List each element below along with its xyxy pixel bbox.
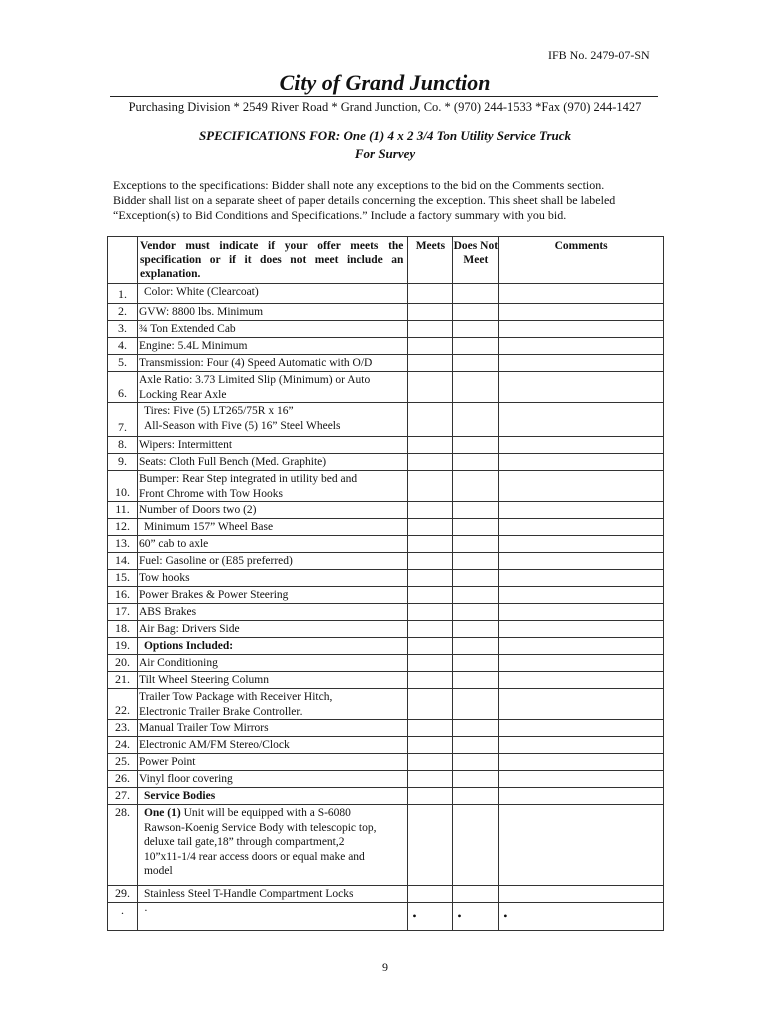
comments-cell[interactable] (499, 355, 664, 372)
comments-cell[interactable] (499, 454, 664, 471)
comments-cell[interactable] (499, 689, 664, 720)
description-line: Power Point (138, 756, 196, 768)
row-number: 3. (108, 321, 138, 338)
does-not-meet-cell[interactable] (453, 720, 499, 737)
description-line (144, 806, 405, 821)
meets-cell[interactable] (408, 754, 453, 771)
comments-cell[interactable] (499, 771, 664, 788)
row-description (137, 672, 407, 689)
row-description (137, 655, 407, 672)
comments-cell[interactable]: • (499, 903, 664, 931)
does-not-meet-header: Does Not Meet (453, 237, 499, 284)
row-description (137, 338, 407, 355)
row-description (137, 587, 407, 604)
meets-cell[interactable]: • (408, 903, 453, 931)
table-row (108, 788, 664, 805)
row-number: 17. (108, 604, 138, 621)
row-description (137, 372, 407, 403)
description-line: Tow hooks (138, 572, 190, 584)
row-number: 18. (108, 621, 138, 638)
row-description: · (137, 903, 407, 931)
table-row (108, 437, 664, 454)
row-number: 5. (108, 355, 138, 372)
meets-cell[interactable] (408, 720, 453, 737)
does-not-meet-cell[interactable] (453, 372, 499, 403)
vendor-instructions-header: Vendor must indicate if your offer meets the specification or if it does not meet include an explanation. (137, 237, 407, 284)
does-not-meet-cell[interactable] (453, 737, 499, 754)
row-description (137, 454, 407, 471)
does-not-meet-cell[interactable] (453, 672, 499, 689)
city-title: City of Grand Junction (279, 70, 491, 95)
row-description (137, 720, 407, 737)
does-not-meet-cell[interactable] (453, 771, 499, 788)
comments-cell[interactable] (499, 805, 664, 886)
meets-cell[interactable] (408, 570, 453, 587)
row-description (137, 754, 407, 771)
comments-cell[interactable] (499, 587, 664, 604)
specifications-table (107, 236, 664, 931)
does-not-meet-cell[interactable] (453, 284, 499, 304)
row-description (137, 519, 407, 536)
table-row (108, 355, 664, 372)
meets-cell[interactable] (408, 372, 453, 403)
comments-cell[interactable] (499, 284, 664, 304)
row-number: 20. (108, 655, 138, 672)
row-description (137, 689, 407, 720)
description-line: GVW: 8800 lbs. Minimum (138, 306, 264, 318)
does-not-meet-cell[interactable] (453, 502, 499, 519)
row-number: 12. (108, 519, 138, 536)
comments-cell[interactable] (499, 570, 664, 587)
row-description (137, 355, 407, 372)
comments-cell[interactable] (499, 321, 664, 338)
meets-cell[interactable] (408, 621, 453, 638)
table-row (108, 502, 664, 519)
description-line: Number of Doors two (2) (138, 504, 257, 516)
row-description (137, 570, 407, 587)
meets-cell[interactable] (408, 886, 453, 903)
row-number: 29. (108, 886, 138, 903)
description-line: ¾ Ton Extended Cab (138, 323, 236, 335)
comments-cell[interactable] (499, 536, 664, 553)
description-line: Transmission: Four (4) Speed Automatic with O/D (138, 357, 373, 369)
comments-cell[interactable] (499, 338, 664, 355)
row-description (137, 437, 407, 454)
meets-cell[interactable] (408, 805, 453, 886)
description-line: Locking Rear Axle (138, 388, 227, 401)
description-line: Seats: Cloth Full Bench (Med. Graphite) (138, 456, 327, 468)
table-row (108, 737, 664, 754)
comments-cell[interactable] (499, 655, 664, 672)
does-not-meet-cell[interactable] (453, 621, 499, 638)
row-number: 27. (108, 788, 138, 805)
table-row (108, 338, 664, 355)
comments-cell[interactable] (499, 754, 664, 771)
row-number: 4. (108, 338, 138, 355)
spec-title: SPECIFICATIONS FOR: One (1) 4 x 2 3/4 Ton Utility Service Truck (198, 128, 572, 143)
does-not-meet-cell[interactable] (453, 536, 499, 553)
does-not-meet-cell[interactable] (453, 553, 499, 570)
description-line: Color: White (Clearcoat) (143, 286, 259, 298)
comments-cell[interactable] (499, 886, 664, 903)
row-number: 7. (108, 403, 138, 437)
description-line: Engine: 5.4L Minimum (138, 340, 248, 352)
row-description (137, 886, 407, 903)
table-row (108, 284, 664, 304)
row-number: 8. (108, 437, 138, 454)
table-row (108, 321, 664, 338)
row-number: 21. (108, 672, 138, 689)
meets-cell[interactable] (408, 689, 453, 720)
meets-cell[interactable] (408, 587, 453, 604)
does-not-meet-cell[interactable] (453, 655, 499, 672)
description-line: Wipers: Intermittent (138, 439, 233, 451)
table-row (108, 304, 664, 321)
description-line: Minimum 157” Wheel Base (143, 521, 274, 533)
row-number: 26. (108, 771, 138, 788)
row-number: 2. (108, 304, 138, 321)
description-line: Air Conditioning (138, 657, 218, 669)
table-row (108, 604, 664, 621)
table-row (108, 886, 664, 903)
meets-cell[interactable] (408, 638, 453, 655)
row-description (137, 553, 407, 570)
comments-cell[interactable] (499, 519, 664, 536)
row-description (137, 621, 407, 638)
does-not-meet-cell[interactable] (453, 638, 499, 655)
description-line: deluxe tail gate,18” through compartment,2 (143, 836, 345, 848)
does-not-meet-cell[interactable] (453, 454, 499, 471)
meets-cell[interactable] (408, 536, 453, 553)
row-description (137, 284, 407, 304)
row-number: 10. (108, 471, 138, 502)
comments-cell[interactable] (499, 403, 664, 437)
comments-cell[interactable] (499, 720, 664, 737)
does-not-meet-cell[interactable] (453, 403, 499, 437)
table-row (108, 638, 664, 655)
row-description (137, 805, 407, 886)
does-not-meet-cell[interactable] (453, 321, 499, 338)
table-row (108, 587, 664, 604)
table-row (108, 519, 664, 536)
purchasing-address: Purchasing Division * 2549 River Road * Grand Junction, Co. * (970) 244-1533 *Fax (970) 244-1427 (128, 100, 642, 114)
table-row (108, 754, 664, 771)
description-line: Electronic Trailer Brake Controller. (138, 705, 303, 718)
table-row (108, 672, 664, 689)
description-line: Vinyl floor covering (138, 773, 233, 785)
header-row (108, 237, 664, 284)
row-number: 25. (108, 754, 138, 771)
meets-cell[interactable] (408, 737, 453, 754)
header-num-cell (108, 237, 138, 284)
row-number: 13. (108, 536, 138, 553)
does-not-meet-cell[interactable] (453, 805, 499, 886)
comments-cell[interactable] (499, 553, 664, 570)
does-not-meet-cell[interactable] (453, 519, 499, 536)
row-number: 19. (108, 638, 138, 655)
meets-cell[interactable] (408, 655, 453, 672)
comments-cell[interactable] (499, 372, 664, 403)
does-not-meet-cell[interactable] (453, 355, 499, 372)
exceptions-line: Bidder shall list on a separate sheet of paper details concerning the exception. This sheet shall be labeled (113, 193, 616, 207)
description-line: 10”x11-1/4 rear access doors or equal make and (143, 850, 365, 863)
comments-cell[interactable] (499, 604, 664, 621)
page-number: 9 (382, 960, 388, 974)
description-line: ABS Brakes (138, 606, 197, 618)
comments-cell[interactable] (499, 471, 664, 502)
does-not-meet-cell[interactable] (453, 587, 499, 604)
table-row (108, 720, 664, 737)
meets-cell[interactable] (408, 788, 453, 805)
does-not-meet-cell[interactable] (453, 437, 499, 454)
does-not-meet-cell[interactable] (453, 886, 499, 903)
meets-cell[interactable] (408, 338, 453, 355)
description-line: Axle Ratio: 3.73 Limited Slip (Minimum) or Auto (138, 374, 371, 386)
row-number: 6. (108, 372, 138, 403)
does-not-meet-cell[interactable] (453, 304, 499, 321)
does-not-meet-cell[interactable] (453, 788, 499, 805)
description-line: Rawson-Koenig Service Body with telescopic top, (143, 821, 377, 834)
meets-cell[interactable] (408, 403, 453, 437)
row-description (137, 536, 407, 553)
meets-cell[interactable] (408, 471, 453, 502)
exceptions-line: “Exception(s) to Bid Conditions and Specifications.” Include a factory summary with you bid. (113, 208, 567, 222)
spec-subtitle: For Survey (354, 146, 416, 161)
row-number: 22. (108, 689, 138, 720)
does-not-meet-cell[interactable] (453, 604, 499, 621)
description-line: Bumper: Rear Step integrated in utility bed and (138, 473, 358, 485)
row-description (137, 788, 407, 805)
table-row (108, 536, 664, 553)
comments-header: Comments (499, 237, 664, 284)
meets-cell[interactable] (408, 502, 453, 519)
description-line: model (143, 865, 173, 877)
description-text: Unit will be equipped with a S-6080 (180, 807, 351, 819)
row-description (137, 771, 407, 788)
table-row (108, 454, 664, 471)
table-row (108, 805, 664, 886)
meets-cell[interactable] (408, 553, 453, 570)
row-description (137, 321, 407, 338)
row-description (137, 502, 407, 519)
row-description (137, 604, 407, 621)
table-row (108, 553, 664, 570)
description-line: Front Chrome with Tow Hooks (138, 487, 283, 500)
comments-cell[interactable] (499, 621, 664, 638)
description-line: 60” cab to axle (138, 538, 209, 550)
row-number: 1. (108, 284, 138, 304)
ifb-number: IFB No. 2479-07-SN (548, 48, 650, 62)
meets-cell[interactable] (408, 454, 453, 471)
description-line: Manual Trailer Tow Mirrors (138, 722, 269, 734)
table-row (108, 471, 664, 502)
description-line: All-Season with Five (5) 16” Steel Wheels (143, 419, 341, 432)
description-line: Power Brakes & Power Steering (138, 589, 289, 601)
row-number: 15. (108, 570, 138, 587)
row-number: 16. (108, 587, 138, 604)
description-line: Trailer Tow Package with Receiver Hitch, (138, 691, 333, 703)
meets-cell[interactable] (408, 437, 453, 454)
row-number: 23. (108, 720, 138, 737)
row-number: . (108, 903, 138, 931)
comments-cell[interactable] (499, 672, 664, 689)
row-description (137, 403, 407, 437)
row-description (137, 638, 407, 655)
description-line: Fuel: Gasoline or (E85 preferred) (138, 555, 293, 567)
row-number: 28. (108, 805, 138, 886)
description-line: Service Bodies (143, 790, 216, 802)
meets-cell[interactable] (408, 284, 453, 304)
meets-cell[interactable] (408, 355, 453, 372)
comments-cell[interactable] (499, 437, 664, 454)
meets-cell[interactable] (408, 771, 453, 788)
row-number: 11. (108, 502, 138, 519)
comments-cell[interactable] (499, 788, 664, 805)
table-row (108, 771, 664, 788)
comments-cell[interactable] (499, 737, 664, 754)
does-not-meet-cell[interactable] (453, 471, 499, 502)
row-description (137, 737, 407, 754)
does-not-meet-cell[interactable] (453, 754, 499, 771)
description-line: Stainless Steel T-Handle Compartment Locks (143, 888, 354, 900)
header-divider (110, 96, 658, 97)
meets-cell[interactable] (408, 519, 453, 536)
row-description (137, 304, 407, 321)
row-number: 24. (108, 737, 138, 754)
does-not-meet-cell[interactable]: • (453, 903, 499, 931)
table-row (108, 403, 664, 437)
meets-cell[interactable] (408, 672, 453, 689)
meets-header: Meets (408, 237, 453, 284)
description-line: Options Included: (143, 640, 234, 652)
table-row (108, 655, 664, 672)
does-not-meet-cell[interactable] (453, 338, 499, 355)
meets-cell[interactable] (408, 304, 453, 321)
row-description (137, 471, 407, 502)
comments-cell[interactable] (499, 304, 664, 321)
comments-cell[interactable] (499, 638, 664, 655)
table-row (108, 570, 664, 587)
table-row (108, 621, 664, 638)
comments-cell[interactable] (499, 502, 664, 519)
description-line: Tilt Wheel Steering Column (138, 674, 269, 686)
table-row (108, 689, 664, 720)
meets-cell[interactable] (408, 321, 453, 338)
table-row (108, 372, 664, 403)
description-line: Air Bag: Drivers Side (138, 623, 240, 635)
does-not-meet-cell[interactable] (453, 689, 499, 720)
does-not-meet-cell[interactable] (453, 570, 499, 587)
row-number: 14. (108, 553, 138, 570)
description-line: Electronic AM/FM Stereo/Clock (138, 739, 290, 751)
table-row (108, 903, 664, 931)
description-line: Tires: Five (5) LT265/75R x 16” (143, 405, 294, 417)
exceptions-line: Exceptions to the specifications: Bidder shall note any exceptions to the bid on the Comments section. (113, 178, 605, 192)
meets-cell[interactable] (408, 604, 453, 621)
description-lead: One (1) (143, 807, 181, 819)
exceptions-paragraph (113, 178, 673, 223)
row-number: 9. (108, 454, 138, 471)
